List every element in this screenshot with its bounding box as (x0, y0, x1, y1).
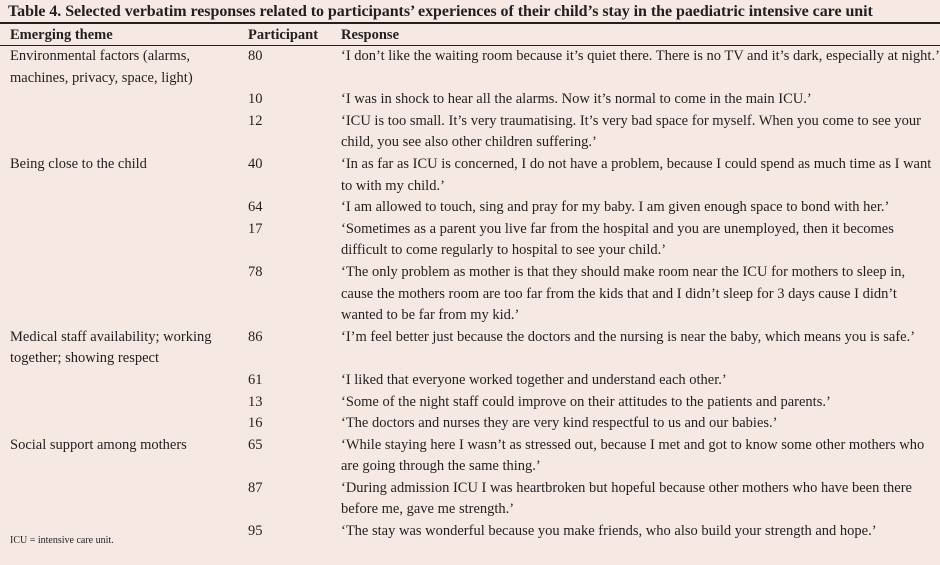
theme-cell (0, 413, 248, 435)
participant-cell: 10 (248, 91, 263, 108)
header-participant: Participant (248, 27, 319, 43)
table-row (0, 89, 940, 111)
table-row (0, 392, 940, 414)
response-cell: ‘While staying here I wasn’t as stressed out, because I met and got to know some other mothers who are going through the same thing.’ (341, 436, 925, 475)
theme-cell: Medical staff availability; working together; showing respect (10, 328, 212, 367)
table-row (0, 219, 940, 262)
table-row (0, 262, 940, 327)
participant-cell: 17 (248, 220, 263, 237)
response-cell: ‘The only problem as mother is that they should make room near the ICU for mothers to sleep in, cause the mothers room are too far from the kids that and I didn’t sleep for 3 days cause I didn’t wanted to be far from my kid.’ (341, 263, 906, 324)
table-row (0, 46, 940, 89)
participant-cell: 65 (248, 436, 263, 453)
table-row (0, 327, 940, 370)
participant-cell: 13 (248, 393, 263, 410)
response-cell: ‘Some of the night staff could improve on their attitudes to the patients and parents.’ (341, 393, 831, 410)
participant-cell: 95 (248, 523, 263, 540)
theme-cell (0, 478, 248, 521)
title-rule (0, 22, 940, 24)
header-response: Response (341, 27, 400, 43)
theme-cell: Being close to the child (10, 155, 147, 172)
theme-cell (0, 197, 248, 219)
table-title: Table 4. Selected verbatim responses related to participants’ experiences of their child’s stay in the paediatric intensive care unit (8, 3, 873, 20)
table-row (0, 435, 940, 478)
header-theme: Emerging theme (10, 27, 113, 43)
theme-cell (0, 111, 248, 154)
response-cell: ‘The doctors and nurses they are very kind respectful to us and our babies.’ (341, 415, 778, 432)
participant-cell: 86 (248, 328, 263, 345)
table-row (0, 413, 940, 435)
response-cell: ‘In as far as ICU is concerned, I do not have a problem, because I could spend as much time as I want to with my child.’ (341, 155, 932, 194)
table-row (0, 521, 940, 543)
table-row (0, 154, 940, 197)
response-cell: ‘I don’t like the waiting room because it’s quiet there. There is no TV and it’s dark, especially at night.’ (341, 48, 940, 64)
participant-cell: 61 (248, 371, 263, 388)
responses-table (0, 46, 940, 543)
response-cell: ‘I am allowed to touch, sing and pray for my baby. I am given enough space to bond with her.’ (341, 199, 890, 216)
participant-cell: 87 (248, 479, 263, 496)
theme-cell (0, 89, 248, 111)
theme-cell (0, 262, 248, 327)
response-cell: ‘ICU is too small. It’s very traumatising. It’s very bad space for myself. When you come to see your child, you see also other children suffering.’ (341, 112, 921, 151)
participant-cell: 80 (248, 48, 263, 64)
response-cell: ‘I liked that everyone worked together and understand each other.’ (341, 371, 727, 388)
theme-cell (0, 219, 248, 262)
response-cell: ‘The stay was wonderful because you make friends, who also build your strength and hope.’ (341, 523, 877, 540)
table-row (0, 478, 940, 521)
theme-cell: Social support among mothers (10, 436, 187, 453)
participant-cell: 64 (248, 199, 263, 216)
theme-cell (0, 392, 248, 414)
response-cell: ‘I was in shock to hear all the alarms. Now it’s normal to come in the main ICU.’ (341, 91, 812, 108)
theme-cell: Environmental factors (alarms, machines, privacy, space, light) (10, 48, 193, 86)
table-row (0, 111, 940, 154)
theme-cell (0, 370, 248, 392)
table-row (0, 370, 940, 392)
participant-cell: 12 (248, 112, 263, 129)
response-cell: ‘During admission ICU I was heartbroken but hopeful because other mothers who have been there before me, gave me strength.’ (341, 479, 912, 518)
participant-cell: 40 (248, 155, 263, 172)
participant-cell: 78 (248, 263, 263, 280)
response-cell: ‘I’m feel better just because the doctors and the nursing is near the baby, which means you is safe.’ (341, 328, 916, 345)
participant-cell: 16 (248, 415, 263, 432)
footnote: ICU = intensive care unit. (10, 535, 114, 546)
response-cell: ‘Sometimes as a parent you live far from the hospital and you are unemployed, then it becomes difficult to come regularly to hospital to see your child.’ (341, 220, 894, 259)
table-row (0, 197, 940, 219)
